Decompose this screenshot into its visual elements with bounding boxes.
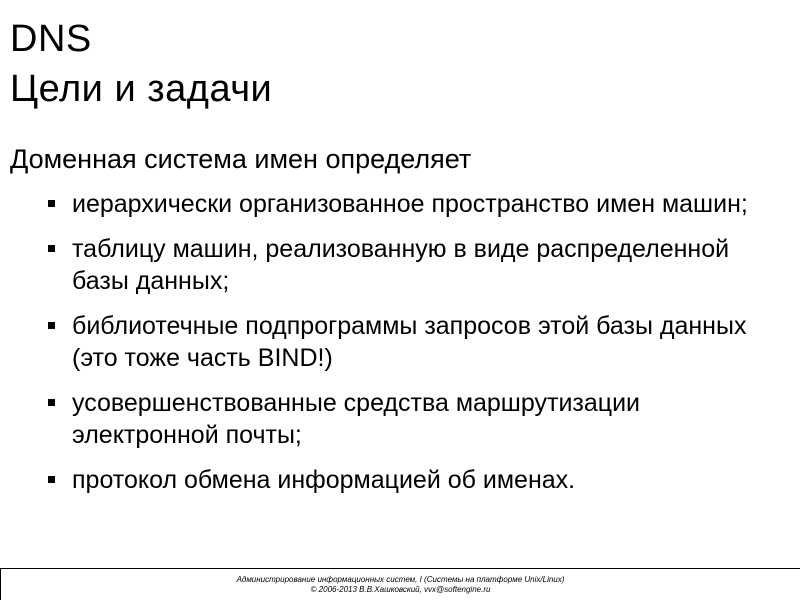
footer-copyright: © 2006-2013 В.В.Хашковский, vvx@softengine.ru [310,585,491,594]
bullet-text: иерархически организованное пространство имен машин; [72,190,748,218]
slide-title-line-1: DNS [10,18,92,60]
bullet-square-icon [48,476,55,483]
bullet-text: усовершенствованные средства маршрутизации электронной почты; [72,389,641,449]
bullet-item [48,464,788,496]
slide-title-line-2: Цели и задачи [10,68,273,110]
bullet-text: таблицу машин, реализованную в виде распределенной базы данных; [72,235,730,295]
bullet-item [48,387,788,451]
lead-text: Доменная система имен определяет [10,144,472,174]
bullet-item [48,310,788,374]
bullet-text: библиотечные подпрограммы запросов этой базы данных (это тоже часть BIND!) [72,312,747,372]
footer-course-title: Администрирование информационных систем, I (Системы на платформе Unix/Linux) [236,575,565,584]
bullet-square-icon [48,399,55,406]
bullet-square-icon [48,245,55,252]
bullet-square-icon [48,200,55,207]
bullet-square-icon [48,322,55,329]
bullet-item [48,233,788,297]
slide-title [10,14,272,114]
slide-footer [0,568,800,600]
bullet-list [48,188,788,509]
bullet-text: протокол обмена информацией об именах. [72,466,576,494]
bullet-item [48,188,788,220]
